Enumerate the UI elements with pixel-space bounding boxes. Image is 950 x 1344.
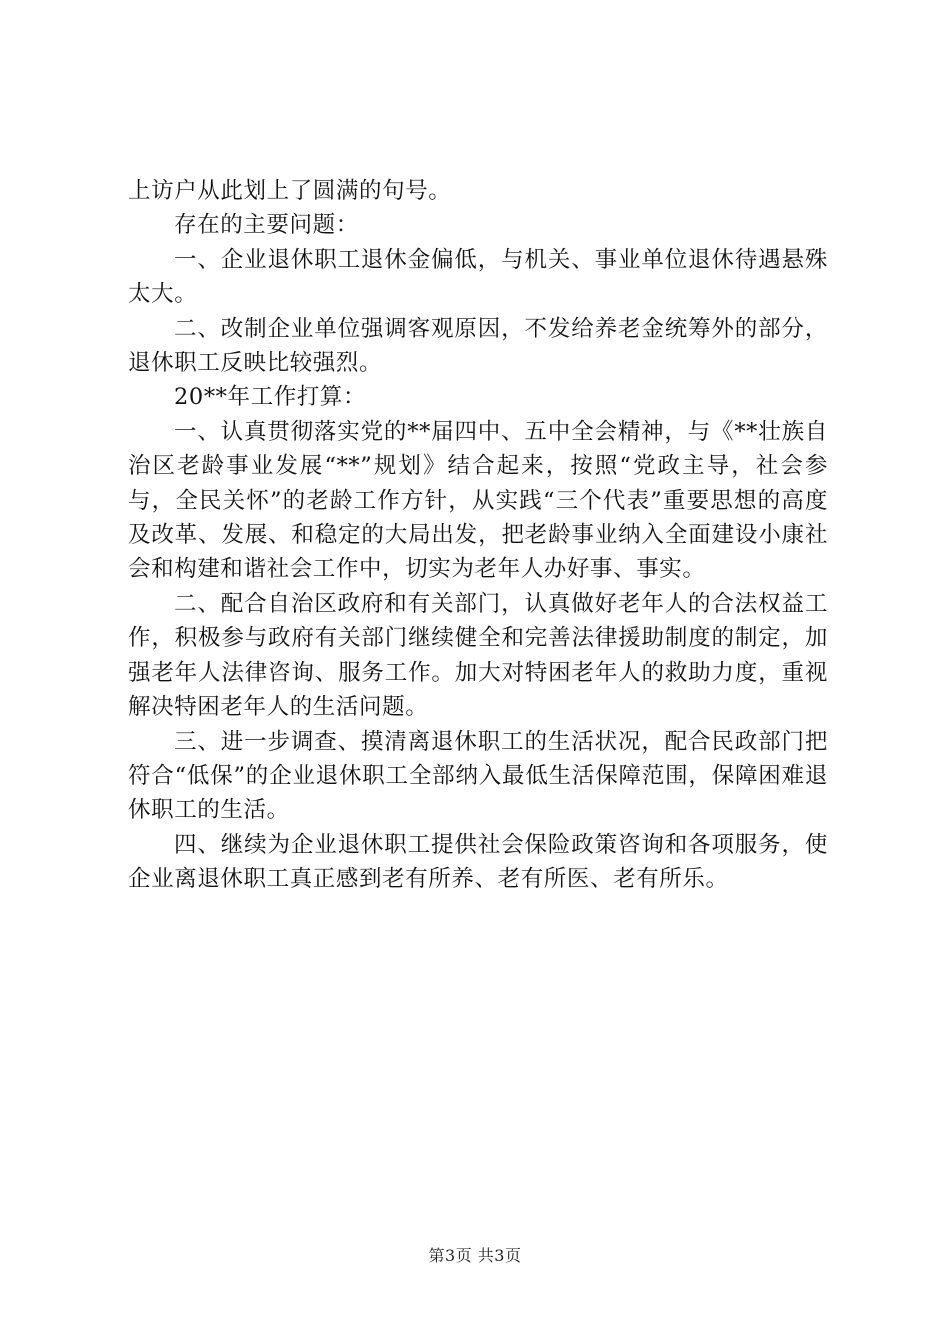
heading-main-problems: 存在的主要问题： (174, 212, 359, 239)
paragraph-plan-2: 二、配合自治区政府和有关部门，认真做好老年人的合法权益工作，积极参与政府有关部门继续健全和完善法律援助制度的制定，加强老年人法律咨询、服务工作。加大对特困老年人的救助力度，重视解决特困老年人的生活问题。 (128, 590, 828, 721)
paragraph-continuation: 上访户从此划上了圆满的句号。 (128, 178, 452, 204)
page-footer: 第3页 共3页 (428, 1246, 522, 1265)
paragraph-plan-4: 四、继续为企业退休职工提供社会保险政策咨询和各项服务，使企业离退休职工真正感到老有所养、老有所医、老有所乐。 (128, 831, 828, 893)
paragraph-plan-1: 一、认真贯彻落实党的**届四中、五中全会精神，与《**壮族自治区老龄事业发展“**”规划》结合起来，按照“党政主导，社会参与，全民关怀”的老龄工作方针，从实践“三个代表”重要思想的高度及改革、发展、和稳定的大局出发，把老龄事业纳入全面建设小康社会和构建和谐社会工作中，切实为老年人办好事、事实。 (128, 418, 828, 583)
heading-work-plan: 20**年工作打算： (174, 384, 367, 411)
paragraph-plan-3: 三、进一步调查、摸清离退休职工的生活状况，配合民政部门把符合“低保”的企业退休职工全部纳入最低生活保障范围，保障困难退休职工的生活。 (128, 728, 828, 824)
paragraph-problem-1: 一、企业退休职工退休金偏低，与机关、事业单位退休待遇悬殊太大。 (128, 246, 828, 308)
document-body (128, 174, 828, 897)
paragraph-problem-2: 二、改制企业单位强调客观原因，不发给养老金统筹外的部分，退休职工反映比较强烈。 (128, 315, 828, 377)
